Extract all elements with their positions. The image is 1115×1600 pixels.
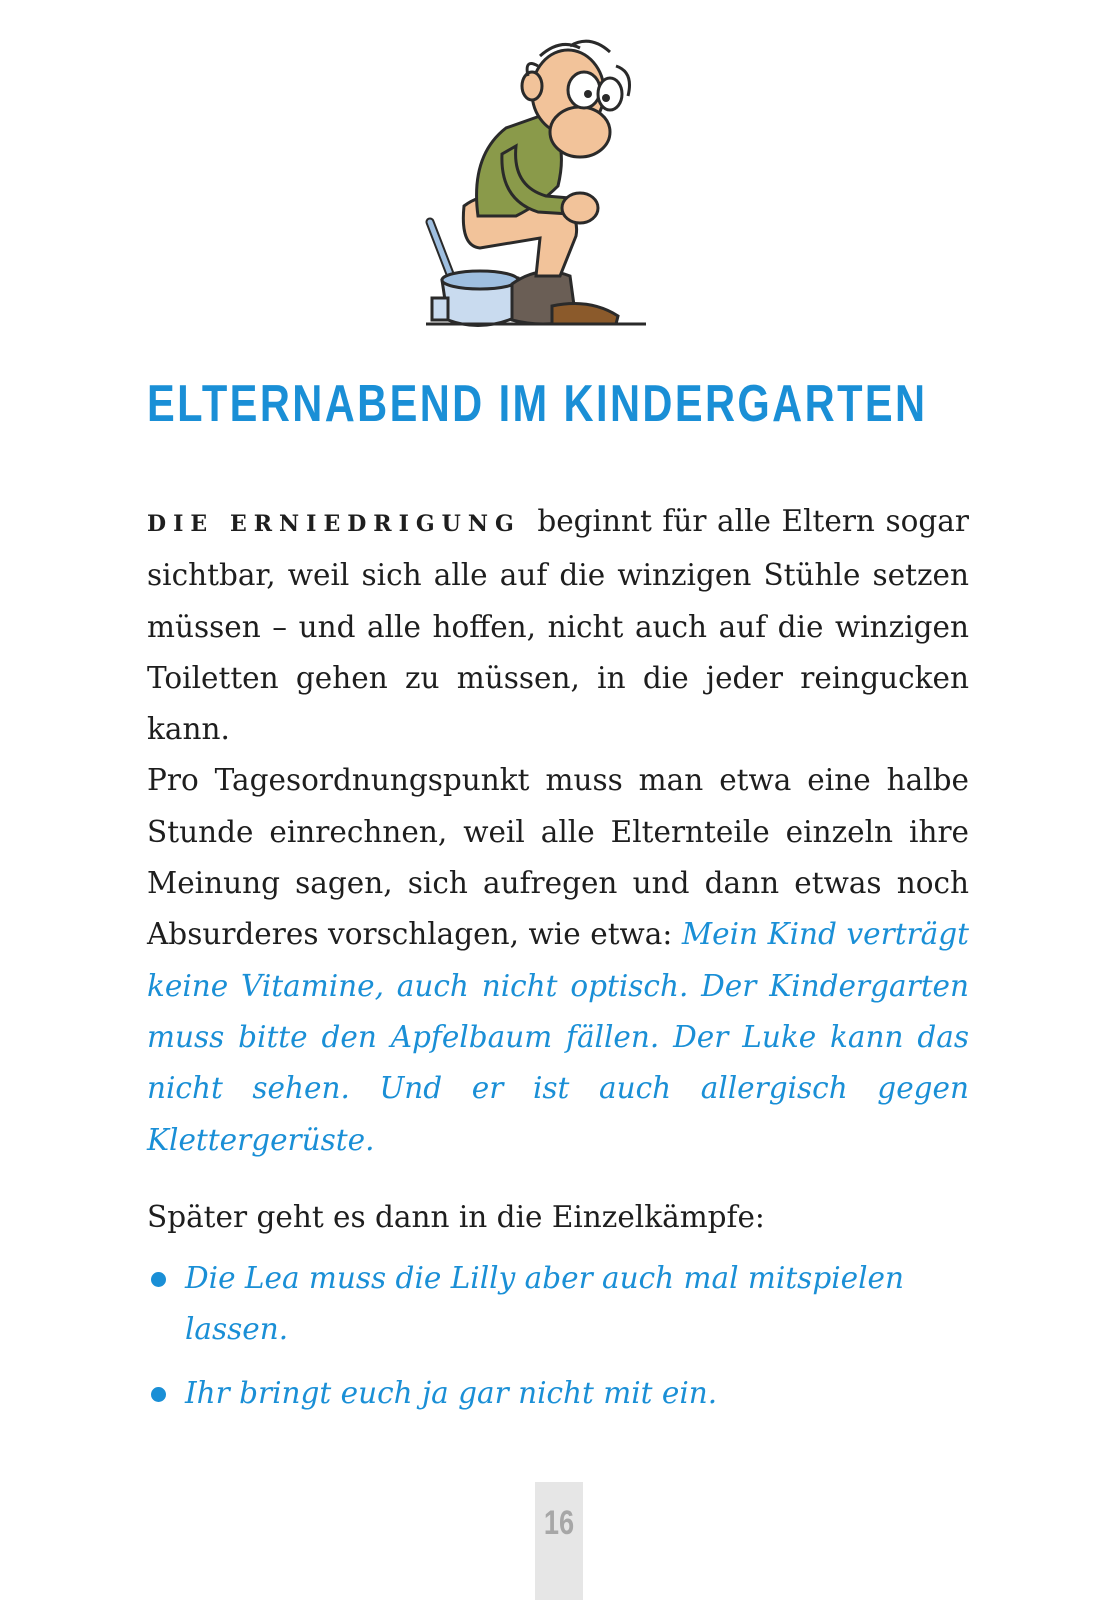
bullet-icon (151, 1272, 166, 1287)
paragraph-3: Später geht es dann in die Einzelkämpfe: (147, 1199, 765, 1234)
page-number-tab (535, 1482, 583, 1600)
bullet-icon (151, 1387, 166, 1402)
bullet-text: Die Lea muss die Lilly aber auch mal mitspielen lassen. (185, 1261, 904, 1347)
page-number: 16 (543, 1504, 575, 1542)
bullet-text: Ihr bringt euch ja gar nicht mit ein. (185, 1375, 718, 1410)
man-on-toilet-drawing (420, 36, 660, 336)
page-body (147, 496, 969, 1431)
list-item (147, 1253, 969, 1356)
paragraph-2-text: Pro Tagesordnungspunkt muss man etwa eine halbe Stunde einrechnen, weil alle Elternteile einzeln ihre Meinung sagen, sich aufregen und dann etwas noch Absurderes vorschlagen, wie etwa: (147, 763, 969, 952)
paragraph-1 (147, 496, 969, 755)
page-title: ELTERNABEND IM KINDERGARTEN (147, 375, 928, 433)
parent-quote: Mein Kind verträgt keine Vitamine, auch nicht optisch. Der Kindergarten muss bitte den Apfelbaum fällen. Der Luke kann das nicht sehen. Und er ist auch allergisch gegen Klettergerüste. (147, 917, 970, 1157)
small-caps-lead: DIE ERNIEDRIGUNG (147, 511, 521, 537)
paragraph-2 (147, 755, 969, 1165)
paragraph-1-text: beginnt für alle Eltern sogar sichtbar, weil sich alle auf die winzigen Stühle setzen müssen – und alle hoffen, nicht auch auf die winzigen Toiletten gehen zu müssen, in die jeder reingucken kann. (147, 504, 969, 747)
bullet-list (147, 1253, 969, 1419)
list-item (147, 1368, 969, 1419)
cartoon-illustration (420, 36, 660, 336)
